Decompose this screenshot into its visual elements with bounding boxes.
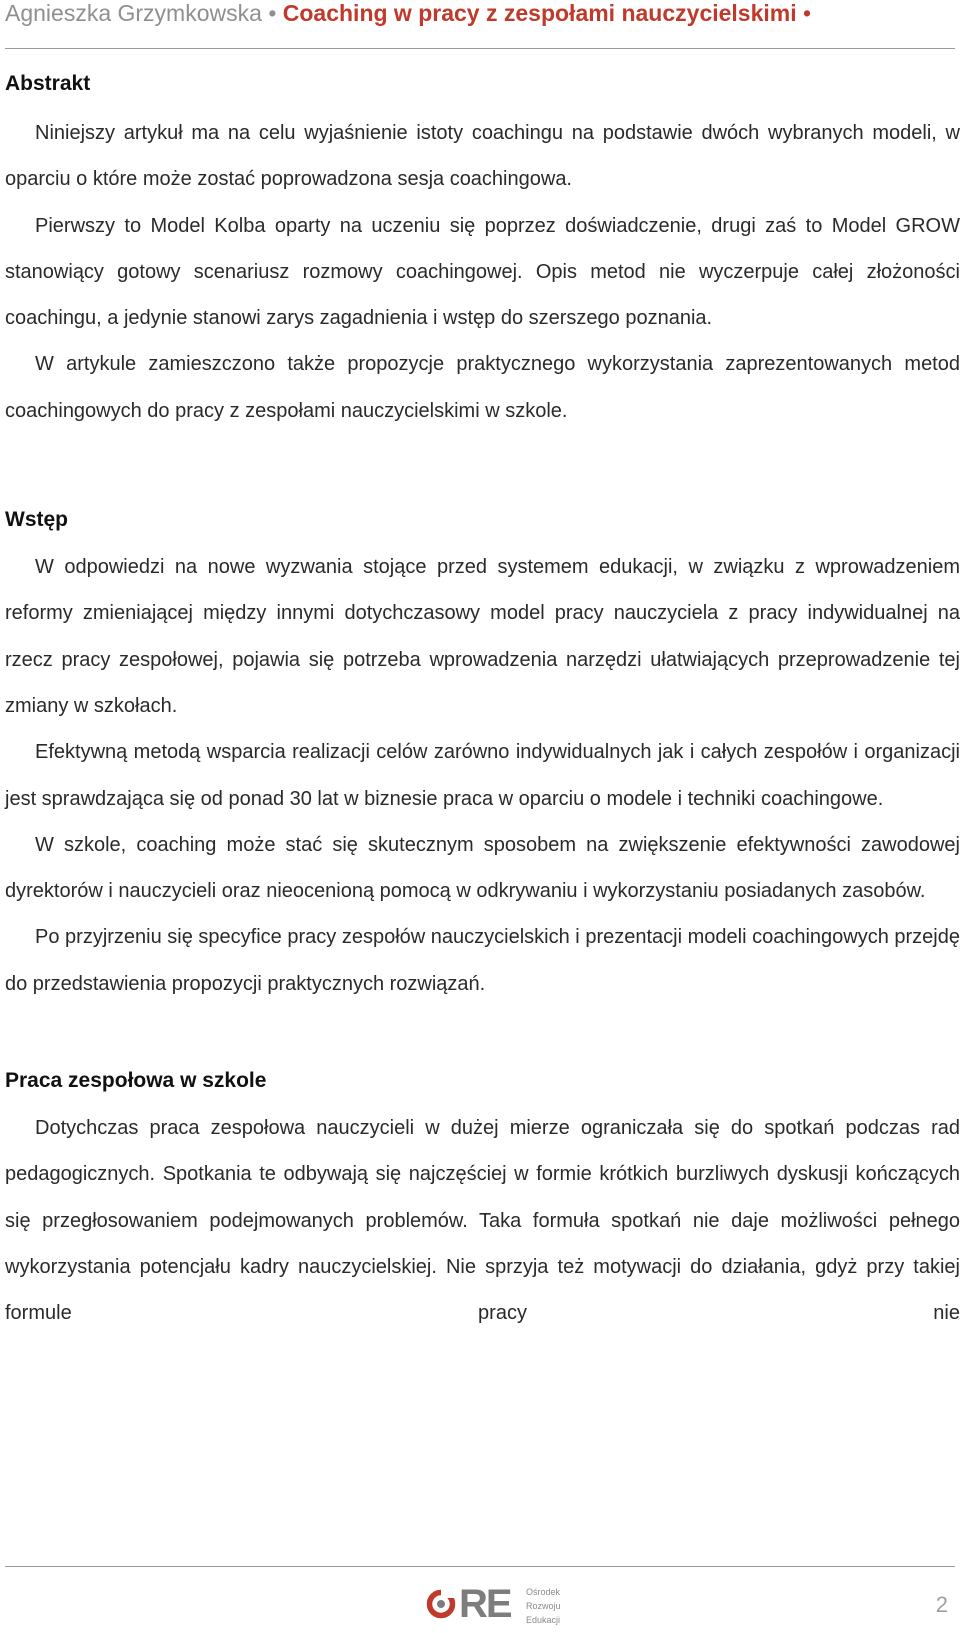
heading-abstract: Abstrakt: [5, 72, 91, 95]
header-separator: •: [268, 0, 277, 26]
paragraph: Dotychczas praca zespołowa nauczycieli w dużej mierze ograniczała się do spotkań podczas rad pedagogicznych. Spotkania te odbywają się najczęściej w formie krótkich burzliwych dyskusji kończących się przegłosowaniem podejmowanych problemów. Taka formuła spotkań nie daje możliwości pełnego wykorzystania potencjału kadry nauczycielskiej. Nie sprzyja też motywacji do działania, gdyż przy takiej formule pracy nie: [5, 1117, 960, 1325]
paragraph: Efektywną metodą wsparcia realizacji celów zarówno indywidualnych jak i całych zespołów i organizacji jest sprawdzająca się od ponad 30 lat w biznesie praca w oparciu o modele i techniki coachingowe.: [5, 741, 960, 810]
footer-divider: [5, 1566, 955, 1567]
paragraph: Niniejszy artykuł ma na celu wyjaśnienie istoty coachingu na podstawie dwóch wybranych modeli, w oparciu o które może zostać poprowadzona sesja coachingowa.: [5, 122, 960, 191]
header-end-marker: •: [803, 0, 812, 26]
ore-logo-letters: RE: [459, 1582, 511, 1626]
ore-logo: [426, 1583, 596, 1631]
header-title: Coaching w pracy z zespołami nauczycielskimi: [282, 0, 797, 26]
paragraph: Pierwszy to Model Kolba oparty na uczeniu się poprzez doświadczenie, drugi zaś to Model GROW stanowiący gotowy scenariusz rozmowy coachingowej. Opis metod nie wyczerpuje całej złożoności coachingu, a jedynie stanowi zarys zagadnienia i wstęp do szerszego poznania.: [5, 214, 960, 330]
section-abstract: [5, 66, 960, 434]
section-teamwork: [5, 1063, 960, 1336]
ore-logo-line: Rozwoju: [526, 1601, 561, 1611]
ore-logo-o-icon: [426, 1589, 456, 1619]
paragraph: W artykule zamieszczono także propozycje praktycznego wykorzystania zaprezentowanych metod coachingowych do pracy z zespołami nauczycielskimi w szkole.: [5, 353, 960, 422]
paragraph: W szkole, coaching może stać się skutecznym sposobem na zwiększenie efektywności zawodowej dyrektorów i nauczycieli oraz nieocenioną pomocą w odkrywaniu i wykorzystaniu posiadanych zasobów.: [5, 833, 960, 903]
header-author: Agnieszka Grzymkowska: [5, 0, 262, 26]
article-body: [5, 66, 960, 1337]
ore-logo-caption: [526, 1585, 561, 1627]
paragraph: W odpowiedzi na nowe wyzwania stojące przed systemem edukacji, w związku z wprowadzeniem reformy zmieniającej między innymi dotychczasowy model pracy nauczyciela z pracy indywidualnej na rzecz pracy zespołowej, pojawia się potrzeba wprowadzenia narzędzi ułatwiających przeprowadzenie tej zmiany w szkołach.: [5, 556, 960, 717]
paragraph: Po przyjrzeniu się specyfice pracy zespołów nauczycielskich i prezentacji modeli coachingowych przejdę do przedstawienia propozycji praktycznych rozwiązań.: [5, 926, 960, 995]
ore-logo-line: Edukacji: [526, 1615, 561, 1625]
page-number: 2: [935, 1592, 948, 1617]
running-header: [5, 0, 955, 49]
section-intro: [5, 502, 960, 1007]
heading-intro: Wstęp: [5, 508, 68, 532]
heading-teamwork: Praca zespołowa w szkole: [5, 1069, 267, 1093]
ore-logo-line: Ośrodek: [526, 1587, 561, 1597]
